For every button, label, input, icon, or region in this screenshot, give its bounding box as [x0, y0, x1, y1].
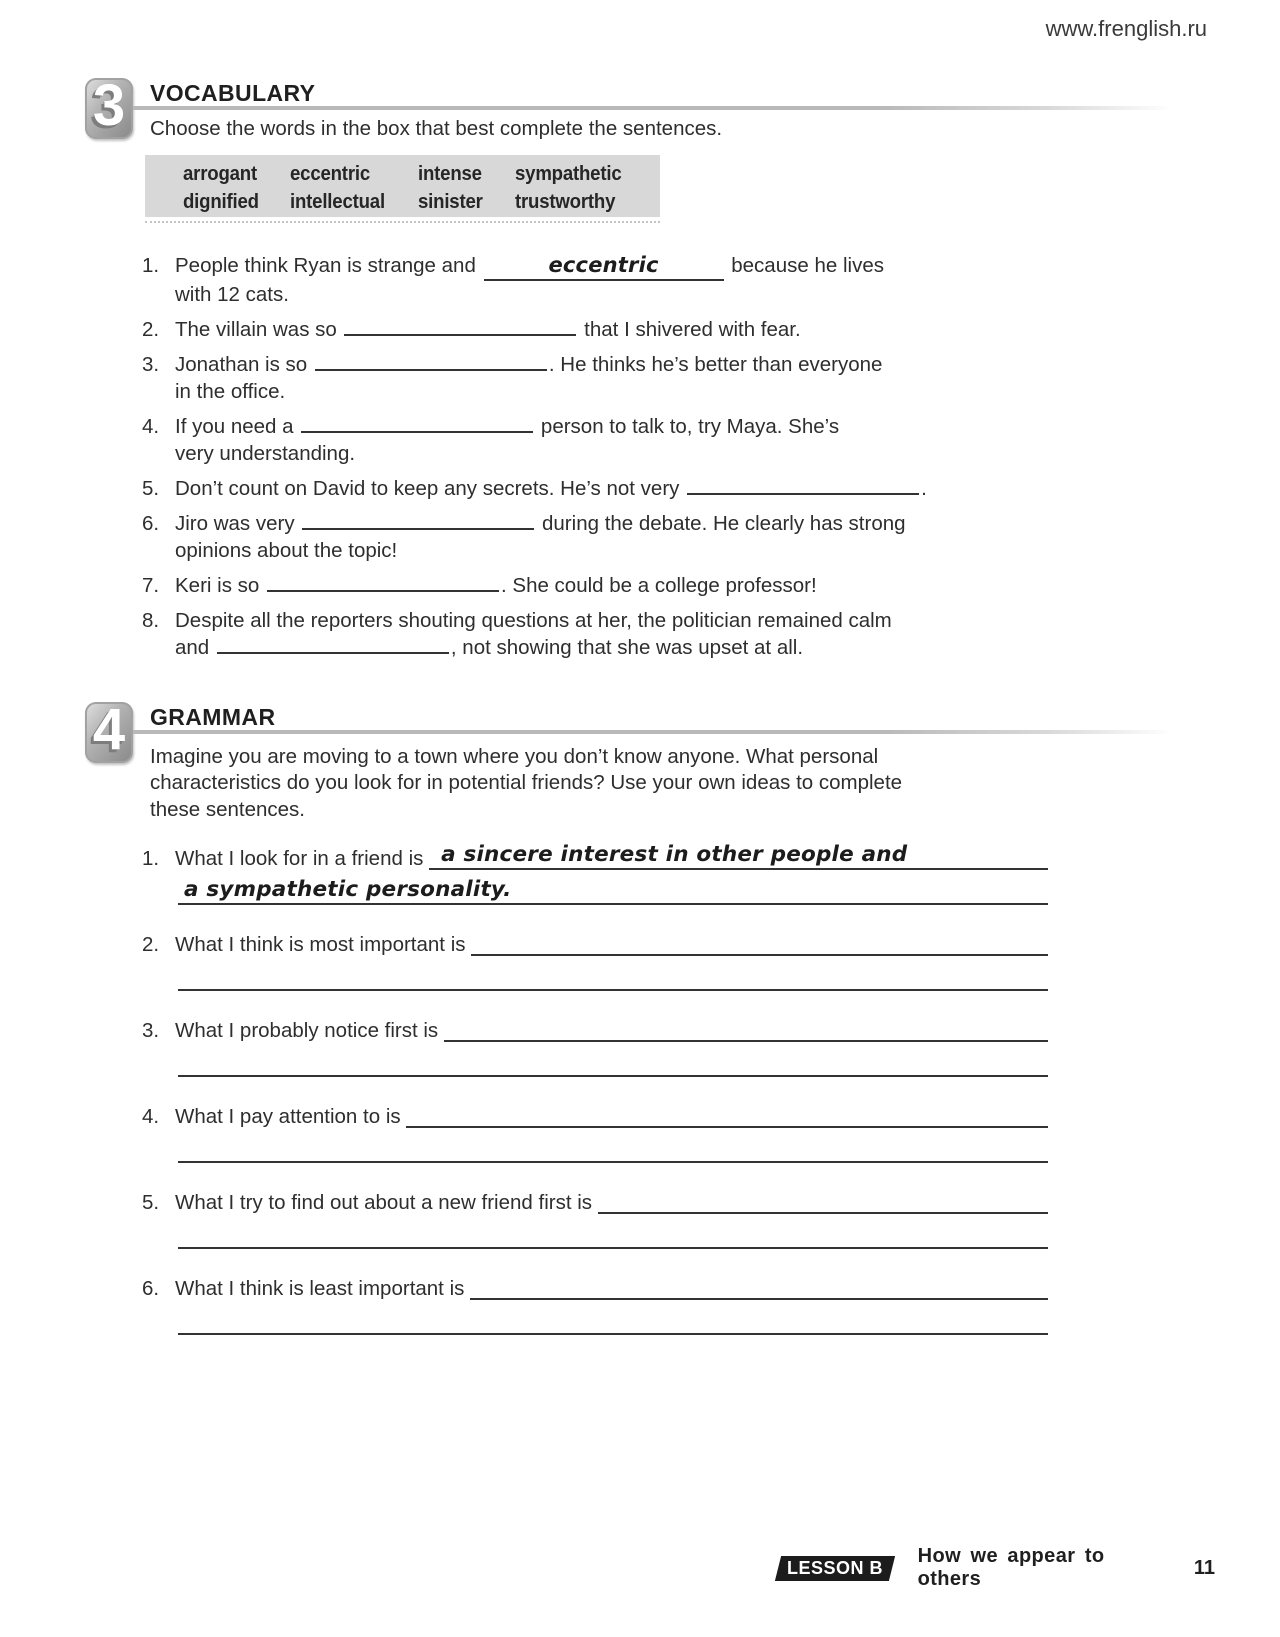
- grammar-instruction-line: Imagine you are moving to a town where you don’t know anyone. What personal: [150, 745, 879, 768]
- answer-blank: [484, 252, 724, 281]
- answer-blank: [406, 1096, 1048, 1128]
- vocab-item: [142, 351, 987, 405]
- vocabulary-exercise-list: [142, 252, 987, 669]
- word-box-word: intense: [418, 163, 482, 185]
- item-text: . She could be a college professor!: [501, 574, 817, 597]
- lesson-badge-label: LESSON B: [786, 1557, 883, 1578]
- handwritten-answer: eccentric: [548, 253, 659, 277]
- item-number: 5.: [142, 477, 160, 500]
- item-number: 6.: [142, 1277, 160, 1300]
- vocabulary-instruction: Choose the words in the box that best complete the sentences.: [150, 117, 723, 140]
- item-text: , not showing that she was upset at all.: [450, 636, 804, 659]
- continuation-blank: [178, 960, 1048, 991]
- grammar-item: [142, 924, 1048, 991]
- item-text: Jonathan is so: [175, 353, 313, 376]
- item-line: [142, 1096, 1048, 1128]
- grammar-instruction: [150, 744, 902, 823]
- item-text: because he lives: [725, 254, 884, 277]
- answer-blank: [444, 1010, 1048, 1042]
- item-number: 1.: [142, 847, 160, 870]
- item-text: and: [175, 636, 215, 659]
- empty-blank: [217, 648, 449, 654]
- item-line: [175, 572, 987, 599]
- answer-blank: [429, 838, 1048, 870]
- continuation-blank: [178, 1132, 1048, 1163]
- item-text: Keri is so: [175, 574, 265, 597]
- item-number: 1.: [142, 254, 160, 277]
- word-box: [145, 155, 660, 217]
- item-line: [175, 378, 987, 405]
- item-text: People think Ryan is strange and: [175, 254, 482, 277]
- handwritten-answer: a sincere interest in other people and: [441, 842, 908, 867]
- item-number: 8.: [142, 609, 160, 632]
- grammar-item: [142, 1010, 1048, 1077]
- grammar-item: [142, 1096, 1048, 1163]
- section-rule: [133, 106, 1173, 110]
- item-lines: [175, 351, 987, 405]
- item-line: [142, 1268, 1048, 1300]
- continuation-blank: [178, 874, 1048, 905]
- item-line: [175, 281, 987, 308]
- item-text: that I shivered with fear.: [578, 318, 801, 341]
- item-text: during the debate. He clearly has strong: [536, 512, 906, 535]
- item-line: [175, 413, 987, 440]
- word-box-word: dignified: [183, 190, 259, 213]
- grammar-item: [142, 838, 1048, 905]
- word-box-word: intellectual: [290, 190, 385, 213]
- section-title-vocabulary: VOCABULARY: [150, 80, 316, 106]
- vocab-item: [142, 572, 987, 599]
- section-rule: [133, 730, 1173, 734]
- vocab-item: [142, 607, 987, 661]
- item-lines: [175, 607, 987, 661]
- page-footer: [778, 1545, 1215, 1591]
- empty-blank: [302, 524, 534, 530]
- grammar-instruction-line: these sentences.: [150, 797, 305, 821]
- item-line: [175, 537, 987, 564]
- item-lines: [175, 252, 987, 308]
- word-box-word: sinister: [418, 190, 483, 213]
- item-lines: [175, 316, 987, 343]
- grammar-exercise-list: [142, 838, 1048, 1354]
- item-number: 7.: [142, 574, 160, 597]
- empty-blank: [687, 489, 919, 495]
- item-text: What I try to find out about a new friend first is: [175, 1191, 598, 1214]
- word-box-word: eccentric: [290, 163, 371, 185]
- item-text: . He thinks he’s better than everyone: [548, 353, 883, 376]
- item-lines: [175, 572, 987, 599]
- item-line: [142, 838, 1048, 870]
- vocab-item: [142, 510, 987, 564]
- watermark-url: www.frenglish.ru: [1045, 16, 1207, 41]
- item-text: What I probably notice first is: [175, 1019, 444, 1042]
- item-lines: [175, 413, 987, 467]
- section-number-badge-vocabulary: [85, 72, 133, 139]
- item-text: What I pay attention to is: [175, 1105, 407, 1128]
- item-text: opinions about the topic!: [175, 539, 398, 562]
- item-number: 4.: [142, 1105, 160, 1128]
- item-text: in the office.: [175, 380, 286, 403]
- empty-blank: [315, 365, 547, 371]
- answer-blank: [598, 1182, 1048, 1214]
- page-number: 11: [1193, 1556, 1215, 1579]
- item-lines: [175, 510, 987, 564]
- continuation-blank: [178, 1218, 1048, 1249]
- item-text: with 12 cats.: [175, 283, 289, 306]
- empty-blank: [301, 427, 533, 433]
- item-line: [175, 475, 987, 502]
- item-text: Jiro was very: [175, 512, 301, 535]
- item-text: If you need a: [175, 415, 300, 438]
- item-text: What I look for in a friend is: [175, 847, 430, 870]
- word-box-word: trustworthy: [515, 190, 616, 213]
- item-text: What I think is least important is: [175, 1277, 471, 1300]
- item-line: [175, 351, 987, 378]
- grammar-item: [142, 1268, 1048, 1335]
- item-text: What I think is most important is: [175, 933, 472, 956]
- item-line: [142, 1182, 1048, 1214]
- item-number: 4.: [142, 415, 160, 438]
- item-text: very understanding.: [175, 442, 356, 465]
- item-text: person to talk to, try Maya. She’s: [535, 415, 840, 438]
- grammar-item: [142, 1182, 1048, 1249]
- item-line: [142, 924, 1048, 956]
- grammar-instruction-line: characteristics do you look for in potential friends? Use your own ideas to complete: [150, 771, 903, 795]
- item-number: 2.: [142, 318, 160, 341]
- section-number: 4: [92, 696, 126, 762]
- item-line: [175, 252, 987, 281]
- vocab-item: [142, 475, 987, 502]
- item-lines: [175, 475, 987, 502]
- section-title-grammar: GRAMMAR: [150, 704, 276, 730]
- item-number: 5.: [142, 1191, 160, 1214]
- item-line: [142, 1010, 1048, 1042]
- item-line: [175, 634, 987, 661]
- item-number: 3.: [142, 353, 160, 376]
- item-text: Despite all the reporters shouting questions at her, the politician remained calm: [175, 609, 892, 632]
- vocab-item: [142, 413, 987, 467]
- word-box-word: sympathetic: [515, 163, 622, 185]
- footer-lesson-title: How we appear to others: [917, 1545, 1105, 1590]
- vocab-item: [142, 316, 987, 343]
- item-text: .: [921, 477, 927, 500]
- item-number: 6.: [142, 512, 160, 535]
- section-number: 3: [92, 72, 126, 138]
- answer-blank: [470, 1268, 1048, 1300]
- handwritten-answer: a sympathetic personality.: [184, 877, 512, 902]
- item-line: [175, 440, 987, 467]
- item-number: 2.: [142, 933, 160, 956]
- item-line: [175, 510, 987, 537]
- section-number-badge-grammar: [85, 696, 133, 763]
- item-text: Don’t count on David to keep any secrets. He’s not very: [175, 477, 686, 500]
- empty-blank: [344, 330, 576, 336]
- item-text: The villain was so: [175, 318, 343, 341]
- continuation-blank: [178, 1304, 1048, 1335]
- empty-blank: [267, 586, 499, 592]
- item-number: 3.: [142, 1019, 160, 1042]
- answer-blank: [471, 924, 1048, 956]
- item-line: [175, 316, 987, 343]
- continuation-blank: [178, 1046, 1048, 1077]
- word-box-word: arrogant: [183, 163, 257, 185]
- word-box-dotted-rule: [145, 221, 660, 223]
- lesson-badge: [775, 1556, 895, 1581]
- item-line: [175, 607, 987, 634]
- vocab-item: [142, 252, 987, 308]
